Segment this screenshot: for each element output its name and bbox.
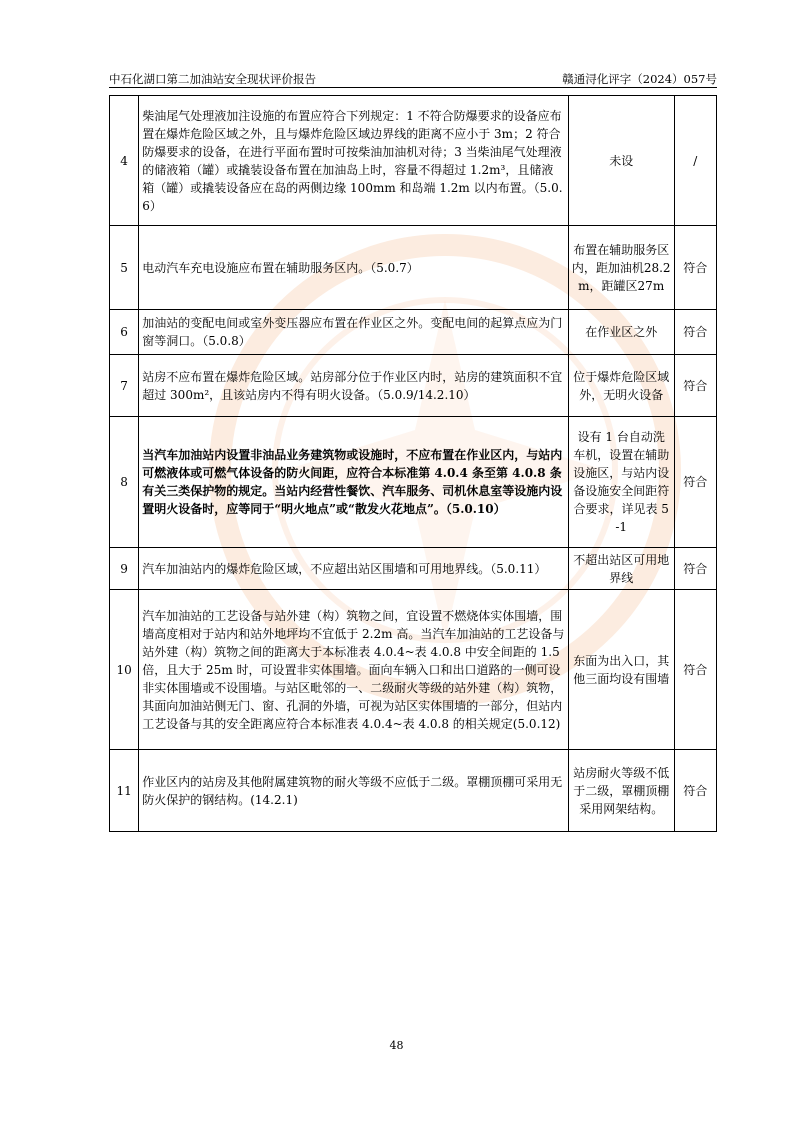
table-row [110, 750, 717, 832]
actual-situation-cell: 在作业区之外 [568, 310, 674, 355]
requirement-cell: 加油站的变配电间或室外变压器应布置在作业区之外。变配电间的起算点应为门窗等洞口。（5.0.8） [139, 310, 569, 355]
row-number: 9 [110, 548, 139, 590]
result-cell: 符合 [674, 310, 716, 355]
requirement-cell: 作业区内的站房及其他附属建筑物的耐火等级不应低于二级。罩棚顶棚可采用无防火保护的钢结构。(14.2.1) [139, 750, 569, 832]
actual-situation-cell: 布置在辅助服务区内，距加油机28.2m，距罐区27m [568, 226, 674, 310]
result-cell: 符合 [674, 355, 716, 417]
result-cell: 符合 [674, 590, 716, 750]
actual-situation-cell: 位于爆炸危险区域外，无明火设备 [568, 355, 674, 417]
page-header [109, 71, 717, 88]
actual-situation-cell: 站房耐火等级不低于二级，罩棚顶棚采用网架结构。 [568, 750, 674, 832]
actual-situation-cell: 东面为出入口，其他三面均设有围墙 [568, 590, 674, 750]
page-number: 48 [389, 1039, 404, 1052]
table-row [110, 226, 717, 310]
report-title: 中石化湖口第二加油站安全现状评价报告 [109, 72, 316, 86]
result-cell: / [674, 96, 716, 226]
requirement-cell: 汽车加油站内的爆炸危险区域，不应超出站区围墙和可用地界线。（5.0.11） [139, 548, 569, 590]
row-number: 10 [110, 590, 139, 750]
table-row [110, 355, 717, 417]
row-number: 5 [110, 226, 139, 310]
row-number: 6 [110, 310, 139, 355]
result-cell: 符合 [674, 417, 716, 548]
result-cell: 符合 [674, 750, 716, 832]
evaluation-table [109, 95, 717, 832]
result-cell: 符合 [674, 548, 716, 590]
requirement-cell: 电动汽车充电设施应布置在辅助服务区内。（5.0.7） [139, 226, 569, 310]
table-row [110, 417, 717, 548]
row-number: 7 [110, 355, 139, 417]
table-row [110, 96, 717, 226]
table-row [110, 310, 717, 355]
row-number: 11 [110, 750, 139, 832]
requirement-cell: 站房不应布置在爆炸危险区域。站房部分位于作业区内时，站房的建筑面积不宜超过 300m²，且该站房内不得有明火设备。（5.0.9/14.2.10） [139, 355, 569, 417]
table-row [110, 548, 717, 590]
actual-situation-cell: 设有 1 台自动洗车机，设置在辅助设施区，与站内设备设施安全间距符合要求，详见表 5-1 [568, 417, 674, 548]
table-row [110, 590, 717, 750]
requirement-cell: 当汽车加油站内设置非油品业务建筑物或设施时，不应布置在作业区内，与站内可燃液体或可燃气体设备的防火间距，应符合本标准第 4.0.4 条至第 4.0.8 条有关三类保护物的规定。当站内经营性餐饮、汽车服务、司机休息室等设施内设置明火设备时，应等同于“明火地点”或“散发火花地点”。（5.0.10） [139, 417, 569, 548]
row-number: 8 [110, 417, 139, 548]
requirement-cell: 汽车加油站的工艺设备与站外建（构）筑物之间，宜设置不燃烧体实体围墙，围墙高度相对于站内和站外地坪均不宜低于 2.2m 高。当汽车加油站的工艺设备与站外建（构）筑物之间的距离大于本标准表 4.0.4~表 4.0.8 中安全间距的 1.5 倍，且大于 25m 时，可设置非实体围墙。面向车辆入口和出口道路的一侧可设非实体围墙或不设围墙。与站区毗邻的一、二级耐火等级的站外建（构）筑物，其面向加油站侧无门、窗、孔洞的外墙，可视为站区实体围墙的一部分，但站内工艺设备与其的安全距离应符合本标准表 4.0.4~表 4.0.8 的相关规定(5.0.12) [139, 590, 569, 750]
requirement-cell: 柴油尾气处理液加注设施的布置应符合下列规定：1 不符合防爆要求的设备应布置在爆炸危险区域之外，且与爆炸危险区域边界线的距离不应小于 3m；2 符合防爆要求的设备，在进行平面布置时可按柴油加油机对待；3 当柴油尾气处理液的储液箱（罐）或撬装设备布置在加油岛上时，容量不得超过 1.2m³，且储液箱（罐）或撬装设备应在岛的两侧边缘 100mm 和岛端 1.2m 以内布置。（5.0.6） [139, 96, 569, 226]
actual-situation-cell: 未设 [568, 96, 674, 226]
result-cell: 符合 [674, 226, 716, 310]
actual-situation-cell: 不超出站区可用地界线 [568, 548, 674, 590]
document-number: 赣通浔化评字（2024）057号 [562, 72, 717, 86]
row-number: 4 [110, 96, 139, 226]
